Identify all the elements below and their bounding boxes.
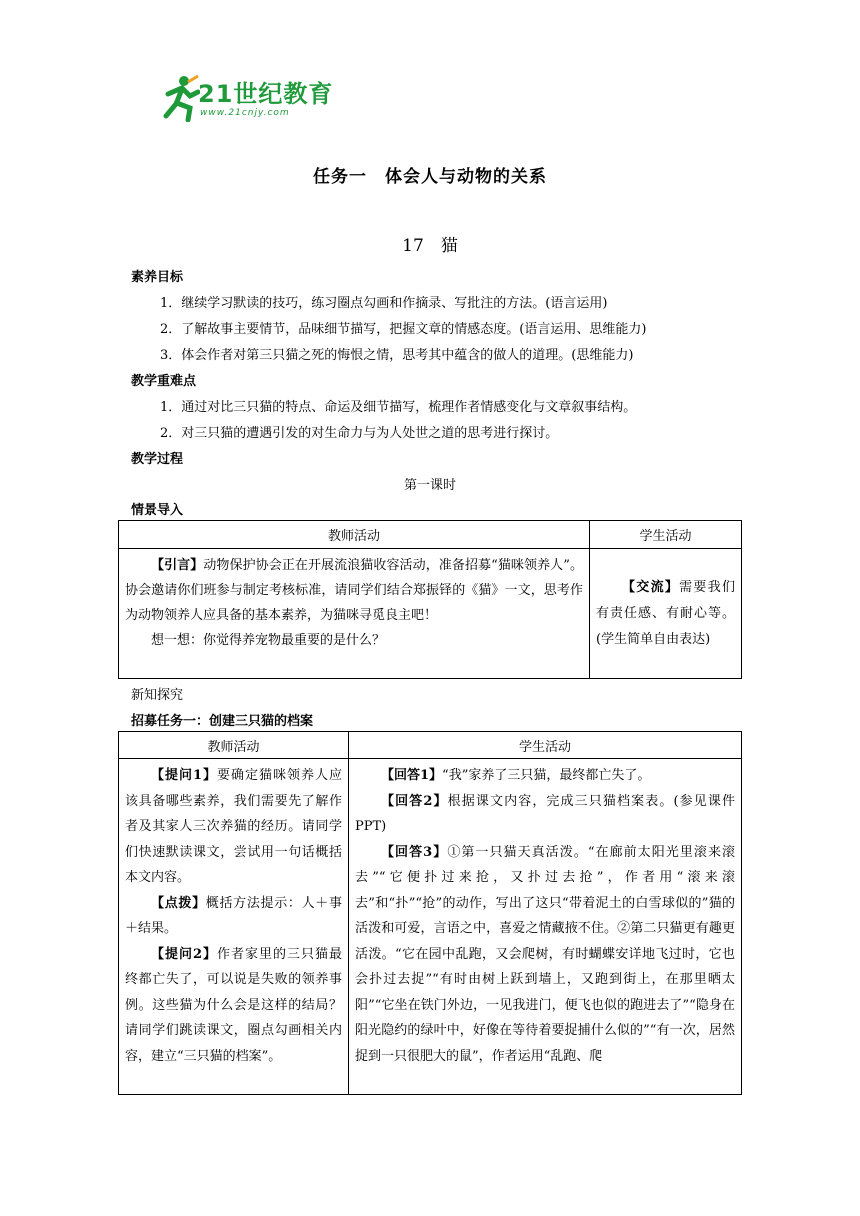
tag: 【回答1】 xyxy=(381,768,443,783)
site-logo xyxy=(160,72,360,132)
page-title: 任务一 体会人与动物的关系 xyxy=(313,167,547,187)
logo-text: 21世纪教育 xyxy=(198,80,334,108)
text: 想一想：你觉得养宠物最重要的是什么？ xyxy=(151,633,386,648)
period-label: 第一课时 xyxy=(403,478,456,493)
process-heading: 教学过程 xyxy=(131,452,184,467)
text: 概括方法提示：人＋事＋结果。 xyxy=(125,895,342,936)
col-student: 学生活动 xyxy=(590,521,742,549)
tag: 【提问2】 xyxy=(151,946,218,962)
runner-logo-icon xyxy=(160,72,200,122)
tag: 【点拨】 xyxy=(151,895,206,911)
tag: 【回答2】 xyxy=(381,793,448,809)
teacher-cell xyxy=(119,759,349,1095)
col-student: 学生活动 xyxy=(349,732,742,759)
goal-item: 2．了解故事主要情节，品味细节描写，把握文章的情感态度。(语言运用、思维能力) xyxy=(160,322,647,337)
text: 作者家里的三只猫最终都亡失了，可以说是失败的领养事例。这些猫为什么会是这样的结局？请同学们跳读课文，圈点勾画相关内容，建立“三只猫的档案”。 xyxy=(125,946,342,1064)
explore-heading: 新知探究 xyxy=(131,688,184,703)
goals-heading: 素养目标 xyxy=(131,270,184,285)
col-teacher: 教师活动 xyxy=(119,732,349,759)
intro-table xyxy=(118,520,742,679)
task-table xyxy=(118,731,742,1095)
text: ①第一只猫天真活泼。“在廊前太阳光里滚来滚去”“它便扑过来抢，又扑过去抢”，作者用“滚来滚去”和“扑”“抢”的动作，写出了这只“带着泥土的白雪球似的”猫的活泼和可爱，言语之中，喜爱之情藏掖不住。②第二只猫更有趣更活泼。“它在园中乱跑，又会爬树，有时蝴蝶安详地飞过时，它也会扑过去捉”“有时由树上跃到墙上，又跑到街上，在那里晒太阳”“它坐在铁门外边，一见我进门，便飞也似的跑进去了”“隐身在阳光隐约的绿叶中，好像在等待着要捉捕什么似的”“有一次，居然捉到一只很肥大的鼠”，作者运用“乱跑、爬 xyxy=(355,844,735,1064)
tag: 【回答3】 xyxy=(381,844,448,860)
text: 动物保护协会正在开展流浪猫收容活动，准备招募“猫咪领养人”。协会邀请你们班参与制定考核标准，请同学们结合郑振铎的《猫》一文，思考作为动物领养人应具备的基本素养，为猫咪寻觅良主吧！ xyxy=(125,558,583,623)
text: “我”家养了三只猫，最终都亡失了。 xyxy=(442,768,651,783)
text: 要确定猫咪领养人应该具备哪些素养，我们需要先了解作者及其家人三次养猫的经历。请同学们快速默读课文，尝试用一句话概括本文内容。 xyxy=(125,768,342,885)
tag: 【引言】 xyxy=(151,558,204,573)
logo-url: www.21cnjy.com xyxy=(200,108,290,118)
goal-item: 3．体会作者对第三只猫之死的悔恨之情，思考其中蕴含的做人的道理。(思维能力) xyxy=(160,348,634,363)
text: 需要我们有责任感、有耐心等。(学生简单自由表达) xyxy=(596,579,735,647)
key-heading: 教学重难点 xyxy=(131,374,197,389)
key-item: 1．通过对比三只猫的特点、命运及细节描写，梳理作者情感变化与文章叙事结构。 xyxy=(160,400,637,415)
lesson-title: 17 猫 xyxy=(402,236,458,256)
tag: 【提问1】 xyxy=(151,768,218,783)
student-cell xyxy=(349,759,742,1095)
goal-item: 1．继续学习默读的技巧，练习圈点勾画和作摘录、写批注的方法。(语言运用) xyxy=(160,296,608,311)
teacher-cell xyxy=(119,549,590,679)
tag: 【交流】 xyxy=(622,579,680,595)
intro-heading: 情景导入 xyxy=(131,503,184,518)
col-teacher: 教师活动 xyxy=(119,521,590,549)
text: 根据课文内容，完成三只猫档案表。(参见课件PPT) xyxy=(355,793,735,834)
key-item: 2．对三只猫的遭遇引发的对生命力与为人处世之道的思考进行探讨。 xyxy=(160,426,559,441)
task-heading: 招募任务一：创建三只猫的档案 xyxy=(131,714,314,729)
student-cell xyxy=(590,549,742,679)
